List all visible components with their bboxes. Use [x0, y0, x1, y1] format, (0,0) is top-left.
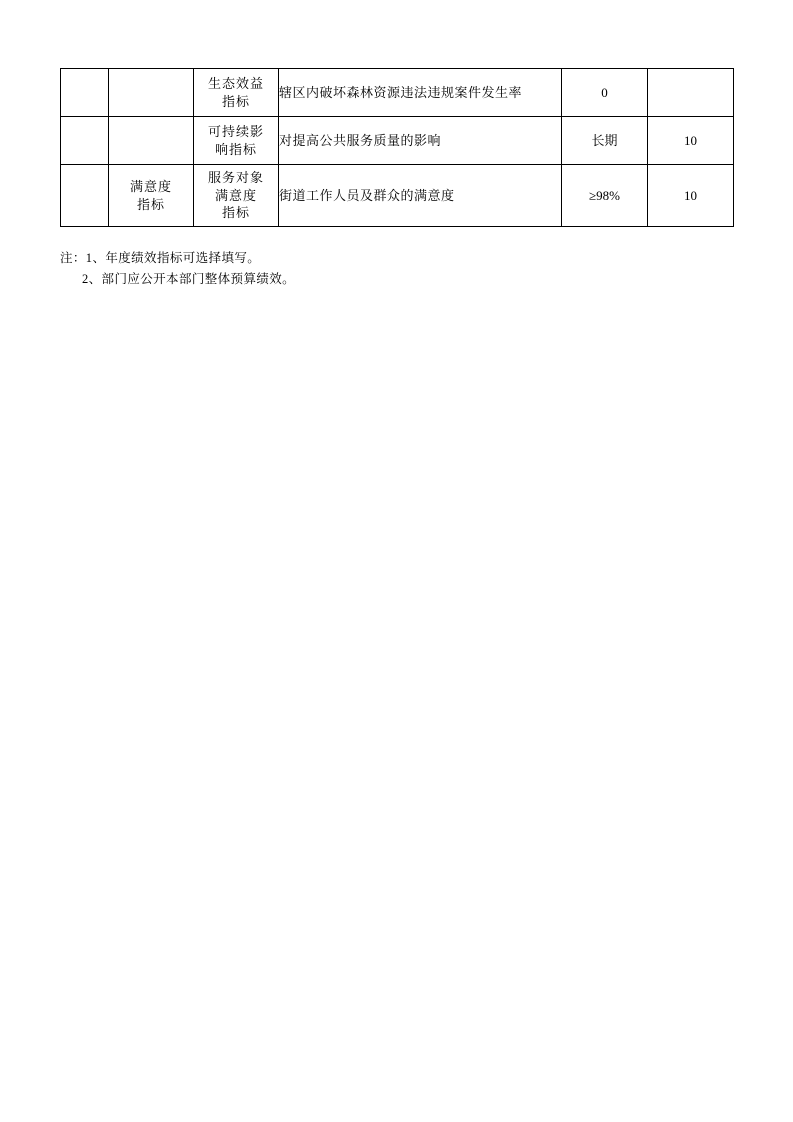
- level1-indicator-cell: [109, 69, 194, 117]
- level1-indicator-line1: 满意度: [129, 178, 172, 194]
- indicator-content-cell: 街道工作人员及群众的满意度: [279, 165, 562, 227]
- table-notes: [60, 248, 295, 289]
- level2-indicator-line2: 满意度: [214, 187, 257, 203]
- performance-table-wrapper: [60, 68, 733, 227]
- level2-indicator-line3: 指标: [221, 205, 250, 221]
- indicator-content-cell: 辖区内破坏森林资源违法违规案件发生率: [279, 69, 562, 117]
- level2-indicator-line1: 服务对象: [207, 170, 264, 186]
- table-row: [61, 69, 734, 117]
- row-spacer-cell: [61, 117, 109, 165]
- indicator-content-cell: 对提高公共服务质量的影响: [279, 117, 562, 165]
- indicator-score-cell: [648, 69, 734, 117]
- table-row: [61, 117, 734, 165]
- indicator-score-cell: 10: [648, 117, 734, 165]
- level1-indicator-cell: [109, 165, 194, 227]
- row-spacer-cell: [61, 69, 109, 117]
- level2-indicator-line1: 生态效益: [207, 75, 264, 91]
- note-line-1: 注：1、年度绩效指标可选择填写。: [60, 251, 261, 265]
- level2-indicator-line2: 响指标: [214, 141, 257, 157]
- note-line-2: 2、部门应公开本部门整体预算绩效。: [82, 271, 296, 286]
- indicator-target-cell: 长期: [562, 117, 648, 165]
- level1-indicator-line2: 指标: [136, 196, 165, 212]
- table-row: [61, 165, 734, 227]
- level2-indicator-cell: [194, 117, 279, 165]
- indicator-target-cell: ≥98%: [562, 165, 648, 227]
- indicator-target-cell: 0: [562, 69, 648, 117]
- level2-indicator-line1: 可持续影: [207, 123, 264, 139]
- row-spacer-cell: [61, 165, 109, 227]
- performance-indicator-table: [60, 68, 734, 227]
- level2-indicator-cell: [194, 165, 279, 227]
- level1-indicator-cell: [109, 117, 194, 165]
- indicator-score-cell: 10: [648, 165, 734, 227]
- level2-indicator-line2: 指标: [221, 93, 250, 109]
- level2-indicator-cell: [194, 69, 279, 117]
